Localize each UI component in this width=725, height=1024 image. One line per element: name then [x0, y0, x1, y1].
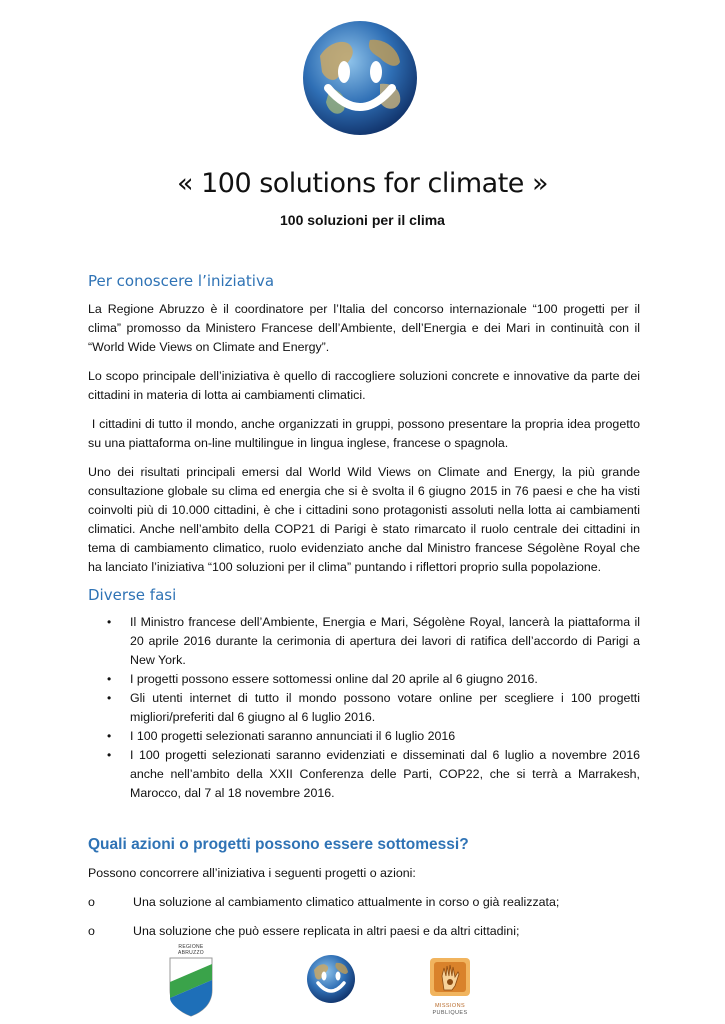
regione-abruzzo-logo: REGIONE ABRUZZO [166, 944, 216, 1023]
list-item: o Una soluzione che può essere replicata in altri paesi e da altri cittadini; [88, 922, 640, 941]
bullet-icon: • [107, 691, 112, 705]
footer-logos [0, 944, 725, 1024]
smiling-globe-small-icon [306, 954, 356, 1004]
hand-icon [428, 956, 472, 998]
page-subtitle: 100 soluzioni per il clima [280, 212, 445, 228]
abruzzo-shield-icon [166, 956, 216, 1018]
bullet-icon: • [107, 748, 112, 762]
section-heading-azioni: Quali azioni o progetti possono essere sottomessi? [88, 836, 469, 853]
paragraph: La Regione Abruzzo è il coordinatore per l’Italia del concorso internazionale “100 progetti per il clima” promosso da Ministero Francese dell’Ambiente, dell’Energia e dei Mari in continuità con il “World Wide Views on Climate and Energy”. [88, 302, 640, 354]
list-item: • I 100 progetti selezionati saranno annunciati il 6 luglio 2016 [88, 727, 640, 746]
bullet-icon: • [107, 615, 112, 629]
list-item: • Gli utenti internet di tutto il mondo possono votare online per scegliere i 100 progetti migliori/preferiti dal 6 giugno al 6 luglio 2016. [107, 691, 640, 724]
paragraph: Uno dei risultati principali emersi dal World Wild Views on Climate and Energy, la più grande consultazione globale su clima ed energia che si è svolta il 6 giugno 2015 in 76 paesi e che ha visti coinvolti più di 10.000 cittadini, è che i cittadini sono protagonisti assoluti nella lotta ai cambiamenti climatici. Anche nell’ambito della COP21 di Parigi è stato rimarcato il ruolo centrale dei cittadini in tema di cambiamento climatico, ruolo evidenziato anche dal Ministro francese Ségolène Royal che ha lanciato l’iniziativa “100 soluzioni per il clima” puntando i riflettori proprio sulla popolazione. [88, 465, 640, 574]
page-title: « 100 solutions for climate » [177, 168, 548, 199]
bullet-icon: • [107, 729, 112, 743]
actions-list [88, 893, 640, 941]
list-item: • Il Ministro francese dell’Ambiente, Energia e Mari, Ségolène Royal, lancerà la piattaforma il 20 aprile 2016 durante la cerimonia di apertura dei lavori di ratifica dell’accordo di Parigi a New York. [107, 615, 640, 667]
list-item: • I progetti possono essere sottomessi online dal 20 aprile al 6 giugno 2016. [88, 670, 640, 689]
list-marker: o [88, 895, 95, 909]
paragraph: Possono concorrere all’iniziativa i seguenti progetti o azioni: [88, 866, 416, 880]
missions-publiques-logo: MISSIONS PUBLIQUES [428, 956, 472, 1017]
list-marker: o [88, 924, 95, 938]
section-heading-iniziativa: Per conoscere l’iniziativa [88, 272, 275, 290]
paragraph: Lo scopo principale dell’iniziativa è quello di raccogliere soluzioni concrete e innovative da parte dei cittadini in materia di lotta ai cambiamenti climatici. [88, 369, 640, 402]
section-heading-fasi: Diverse fasi [88, 586, 177, 604]
list-item: o Una soluzione al cambiamento climatico attualmente in corso o già realizzata; [88, 893, 640, 912]
bullet-icon: • [107, 672, 112, 686]
smiling-globe-icon [300, 18, 420, 138]
paragraph: I cittadini di tutto il mondo, anche organizzati in gruppi, possono presentare la propria idea progetto su una piattaforma on-line multilingue in lingua inglese, francese o spagnola. [88, 417, 644, 450]
main-content [88, 271, 644, 951]
phases-list [88, 613, 640, 803]
list-item: • I 100 progetti selezionati saranno evidenziati e disseminati dal 6 luglio a novembre 2016 anche nell’ambito della XXII Conferenza delle Parti, COP22, che si terrà a Marrakesh, Marocco, dal 7 al 18 novembre 2016. [107, 748, 640, 800]
